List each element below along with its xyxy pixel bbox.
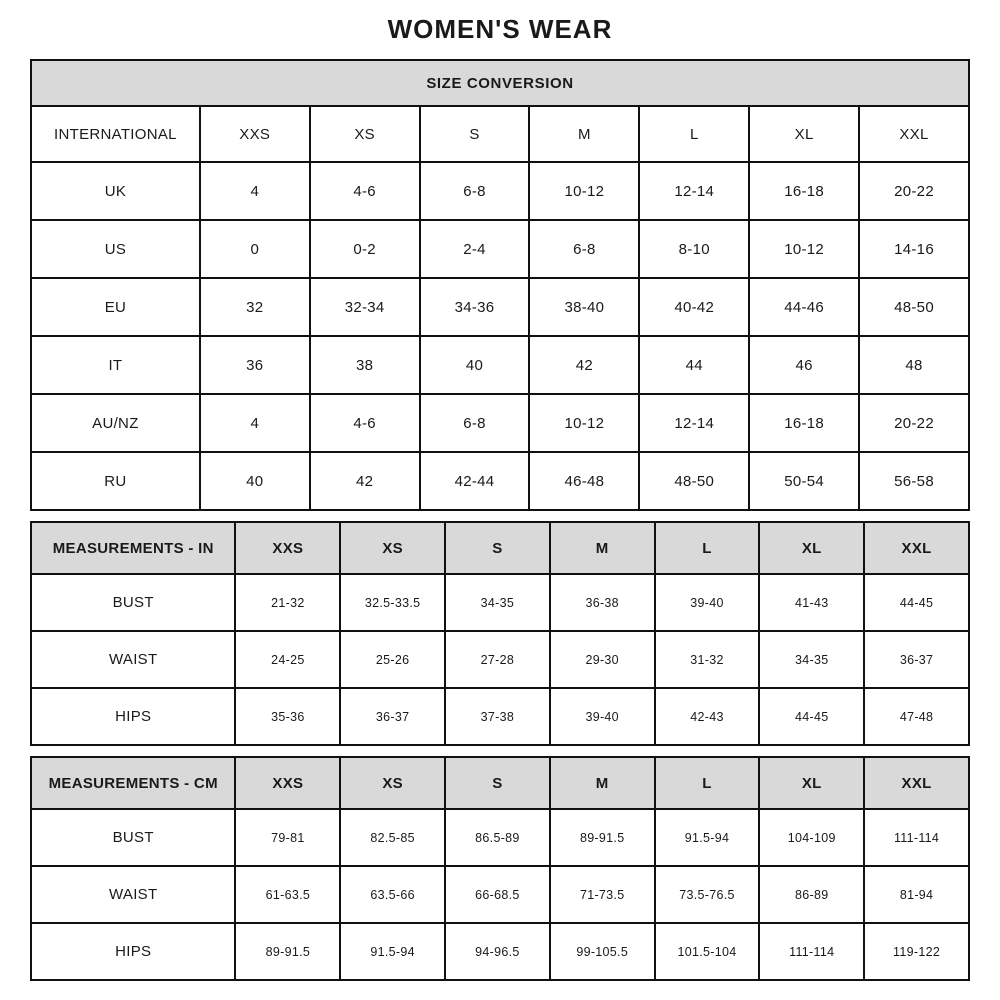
row-label: WAIST (31, 866, 235, 923)
value-cell: 4 (200, 394, 310, 452)
value-cell: 46 (749, 336, 859, 394)
value-cell: 44 (639, 336, 749, 394)
size-header-cell: XL (749, 106, 859, 162)
value-cell: 36-38 (550, 574, 655, 631)
row-label: EU (31, 278, 200, 336)
value-cell: 111-114 (864, 809, 969, 866)
page-title: WOMEN'S WEAR (387, 14, 613, 44)
value-cell: 8-10 (639, 220, 749, 278)
value-cell: 44-45 (759, 688, 864, 745)
row-label: WAIST (31, 631, 235, 688)
table-row (31, 574, 969, 631)
value-cell: 119-122 (864, 923, 969, 980)
value-cell: 71-73.5 (550, 866, 655, 923)
value-cell: 32 (200, 278, 310, 336)
value-cell: 20-22 (859, 394, 969, 452)
size-header-cell: L (655, 757, 760, 809)
value-cell: 73.5-76.5 (655, 866, 760, 923)
value-cell: 86-89 (759, 866, 864, 923)
table-row (31, 866, 969, 923)
size-header-cell: XXS (235, 522, 340, 574)
value-cell: 0 (200, 220, 310, 278)
value-cell: 4 (200, 162, 310, 220)
size-header-cell: M (550, 522, 655, 574)
value-cell: 14-16 (859, 220, 969, 278)
value-cell: 36 (200, 336, 310, 394)
value-cell: 48-50 (859, 278, 969, 336)
size-header-cell: XL (759, 757, 864, 809)
value-cell: 16-18 (749, 162, 859, 220)
value-cell: 38 (310, 336, 420, 394)
size-header-cell: XXL (864, 757, 969, 809)
value-cell: 42 (310, 452, 420, 510)
row-label: AU/NZ (31, 394, 200, 452)
value-cell: 20-22 (859, 162, 969, 220)
size-header-cell: XXS (235, 757, 340, 809)
value-cell: 4-6 (310, 162, 420, 220)
value-cell: 24-25 (235, 631, 340, 688)
value-cell: 6-8 (420, 394, 530, 452)
value-cell: 39-40 (655, 574, 760, 631)
row-label: IT (31, 336, 200, 394)
value-cell: 89-91.5 (550, 809, 655, 866)
size-conversion-table (30, 59, 970, 511)
value-cell: 42-44 (420, 452, 530, 510)
size-header-cell: M (529, 106, 639, 162)
row-label: UK (31, 162, 200, 220)
value-cell: 31-32 (655, 631, 760, 688)
size-header-cell: XXS (200, 106, 310, 162)
value-cell: 81-94 (864, 866, 969, 923)
size-header-cell: XS (340, 757, 445, 809)
size-header-cell: L (639, 106, 749, 162)
value-cell: 82.5-85 (340, 809, 445, 866)
size-header-cell: L (655, 522, 760, 574)
table-row (31, 278, 969, 336)
value-cell: 37-38 (445, 688, 550, 745)
value-cell: 91.5-94 (655, 809, 760, 866)
table-row (31, 452, 969, 510)
value-cell: 47-48 (864, 688, 969, 745)
size-header-cell: XS (340, 522, 445, 574)
value-cell: 99-105.5 (550, 923, 655, 980)
value-cell: 32-34 (310, 278, 420, 336)
table-row (31, 688, 969, 745)
row-label: HIPS (31, 923, 235, 980)
table-row (31, 394, 969, 452)
row-label: BUST (31, 809, 235, 866)
value-cell: 39-40 (550, 688, 655, 745)
size-header-cell: XS (310, 106, 420, 162)
value-cell: 86.5-89 (445, 809, 550, 866)
value-cell: 38-40 (529, 278, 639, 336)
measurements-cm-table (30, 756, 970, 981)
value-cell: 48-50 (639, 452, 749, 510)
table-row (31, 809, 969, 866)
table-row (31, 923, 969, 980)
row-label: HIPS (31, 688, 235, 745)
value-cell: 32.5-33.5 (340, 574, 445, 631)
table-row (31, 336, 969, 394)
value-cell: 42 (529, 336, 639, 394)
size-header-cell: XL (759, 522, 864, 574)
value-cell: 46-48 (529, 452, 639, 510)
value-cell: 50-54 (749, 452, 859, 510)
table-row (31, 631, 969, 688)
row-label: RU (31, 452, 200, 510)
size-header-cell: M (550, 757, 655, 809)
size-header-cell: S (420, 106, 530, 162)
value-cell: 36-37 (864, 631, 969, 688)
value-cell: 101.5-104 (655, 923, 760, 980)
value-cell: 21-32 (235, 574, 340, 631)
value-cell: 10-12 (749, 220, 859, 278)
value-cell: 44-46 (749, 278, 859, 336)
value-cell: 36-37 (340, 688, 445, 745)
value-cell: 40 (200, 452, 310, 510)
value-cell: 89-91.5 (235, 923, 340, 980)
value-cell: 48 (859, 336, 969, 394)
value-cell: 42-43 (655, 688, 760, 745)
table-title: SIZE CONVERSION (31, 60, 969, 106)
value-cell: 91.5-94 (340, 923, 445, 980)
size-header-cell: XXL (859, 106, 969, 162)
value-cell: 2-4 (420, 220, 530, 278)
value-cell: 41-43 (759, 574, 864, 631)
value-cell: 56-58 (859, 452, 969, 510)
corner-header-cell: INTERNATIONAL (31, 106, 200, 162)
value-cell: 4-6 (310, 394, 420, 452)
value-cell: 12-14 (639, 394, 749, 452)
value-cell: 35-36 (235, 688, 340, 745)
measurements-in-table (30, 521, 970, 746)
value-cell: 111-114 (759, 923, 864, 980)
value-cell: 10-12 (529, 394, 639, 452)
value-cell: 12-14 (639, 162, 749, 220)
value-cell: 63.5-66 (340, 866, 445, 923)
size-header-cell: XXL (864, 522, 969, 574)
size-header-cell: S (445, 757, 550, 809)
value-cell: 16-18 (749, 394, 859, 452)
value-cell: 27-28 (445, 631, 550, 688)
value-cell: 34-36 (420, 278, 530, 336)
value-cell: 25-26 (340, 631, 445, 688)
table-row (31, 162, 969, 220)
value-cell: 94-96.5 (445, 923, 550, 980)
value-cell: 6-8 (420, 162, 530, 220)
table-row (31, 220, 969, 278)
value-cell: 0-2 (310, 220, 420, 278)
value-cell: 34-35 (445, 574, 550, 631)
value-cell: 40 (420, 336, 530, 394)
value-cell: 6-8 (529, 220, 639, 278)
row-label: BUST (31, 574, 235, 631)
value-cell: 66-68.5 (445, 866, 550, 923)
value-cell: 61-63.5 (235, 866, 340, 923)
value-cell: 79-81 (235, 809, 340, 866)
value-cell: 40-42 (639, 278, 749, 336)
size-header-cell: S (445, 522, 550, 574)
value-cell: 34-35 (759, 631, 864, 688)
row-label: US (31, 220, 200, 278)
corner-header-cell: MEASUREMENTS - CM (31, 757, 235, 809)
corner-header-cell: MEASUREMENTS - IN (31, 522, 235, 574)
value-cell: 29-30 (550, 631, 655, 688)
value-cell: 104-109 (759, 809, 864, 866)
value-cell: 10-12 (529, 162, 639, 220)
value-cell: 44-45 (864, 574, 969, 631)
